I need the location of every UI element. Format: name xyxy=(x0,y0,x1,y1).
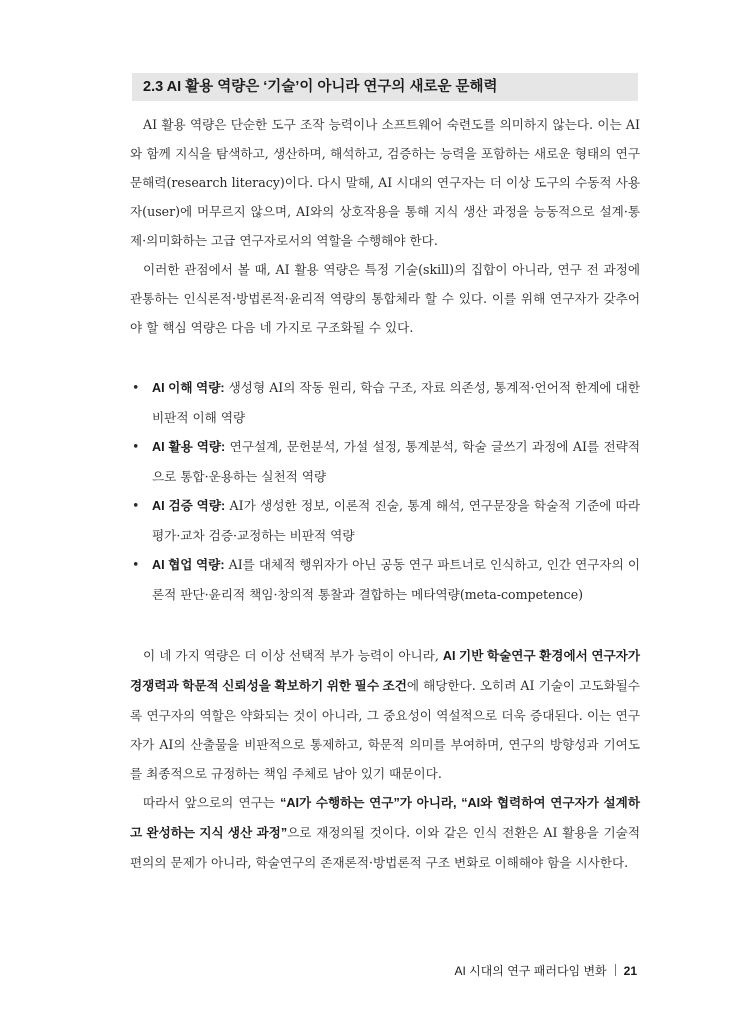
competency-list xyxy=(130,373,640,609)
list-item xyxy=(130,491,640,550)
competency-term: AI 협업 역량: xyxy=(152,558,225,572)
section-heading: 2.3 AI 활용 역량은 ‘기술’이 아니라 연구의 새로운 문해력 xyxy=(132,73,638,101)
competency-description: AI를 대체적 행위자가 아닌 공동 연구 파트너로 인식하고, 인간 연구자의 이론적 판단·윤리적 책임·창의적 통찰과 결합하는 메타역량(meta-competence) xyxy=(152,557,640,602)
paragraph-3 xyxy=(130,641,640,788)
paragraph-4-lead: 따라서 앞으로의 연구는 xyxy=(143,795,281,810)
paragraph-1: AI 활용 역량은 단순한 도구 조작 능력이나 소프트웨어 숙련도를 의미하지 않는다. 이는 AI와 함께 지식을 탐색하고, 생산하며, 해석하고, 검증하는 능력을 포함하는 새로운 형태의 연구 문해력(research literacy)이다. 다시 말해, AI 시대의 연구자는 더 이상 도구의 수동적 사용자(user)에 머무르지 않으며, AI와의 상호작용을 통해 지식 생산 과정을 능동적으로 설계·통제·의미화하는 고급 연구자로서의 역할을 수행해야 한다. xyxy=(130,117,640,248)
paragraph-4 xyxy=(130,788,640,877)
competency-term: AI 활용 역량: xyxy=(152,440,226,454)
competency-description: 생성형 AI의 작동 원리, 학습 구조, 자료 의존성, 통계적·언어적 한계에 대한 비판적 이해 역량 xyxy=(152,380,640,425)
competency-description: 연구설계, 문헌분석, 가설 설정, 통계분석, 학술 글쓰기 과정에 AI를 전략적으로 통합·운용하는 실천적 역량 xyxy=(152,439,640,484)
paragraph-3-rest: 에 해당한다. 오히려 AI 기술이 고도화될수록 연구자의 역할은 약화되는 것이 아니라, 그 중요성이 역설적으로 더욱 증대된다. 이는 연구자가 AI의 산출물을 비판적으로 통제하고, 학문적 의미를 부여하며, 연구의 방향성과 기여도를 최종적으로 규정하는 책임 주체로 남아 있기 때문이다. xyxy=(130,678,640,781)
running-title: AI 시대의 연구 패러다임 변화 xyxy=(454,964,607,978)
list-item xyxy=(130,373,640,432)
paragraph-3-emphasis: AI 기반 학술연구 환경에서 연구자가 경쟁력과 학문적 신뢰성을 확보하기 위한 필수 조건 xyxy=(130,649,640,693)
competency-description: AI가 생성한 정보, 이론적 진술, 통계 해석, 연구문장을 학술적 기준에 따라 평가·교차 검증·교정하는 비판적 역량 xyxy=(152,498,640,543)
competency-term: AI 검증 역량: xyxy=(152,499,226,513)
page-footer xyxy=(454,962,637,979)
competency-term: AI 이해 역량: xyxy=(152,381,225,395)
bullet-marker: • xyxy=(132,498,140,513)
bullet-marker: • xyxy=(132,380,140,395)
list-item xyxy=(130,550,640,609)
bullet-marker: • xyxy=(132,439,140,454)
paragraph-3-lead: 이 네 가지 역량은 더 이상 선택적 부가 능력이 아니라, xyxy=(143,648,443,663)
conclusion-text xyxy=(130,641,640,877)
paragraph-4-rest: 으로 재정의될 것이다. 이와 같은 인식 전환은 AI 활용을 기술적 편의의 문제가 아니라, 학술연구의 존재론적·방법론적 구조 변화로 이해해야 함을 시사한다. xyxy=(130,825,640,870)
list-item xyxy=(130,432,640,491)
footer-divider xyxy=(615,964,616,976)
bullet-marker: • xyxy=(132,557,140,572)
paragraph-2: 이러한 관점에서 볼 때, AI 활용 역량은 특정 기술(skill)의 집합이 아니라, 연구 전 과정에 관통하는 인식론적·방법론적·윤리적 역량의 통합체라 할 수 있다. 이를 위해 연구자가 갖추어야 할 핵심 역량은 다음 네 가지로 구조화될 수 있다. xyxy=(130,262,640,335)
intro-text xyxy=(130,110,640,342)
page-number: 21 xyxy=(623,964,637,978)
paragraph-4-emphasis: “AI가 수행하는 연구”가 아니라, “AI와 협력하여 연구자가 설계하고 완성하는 지식 생산 과정” xyxy=(130,796,640,840)
